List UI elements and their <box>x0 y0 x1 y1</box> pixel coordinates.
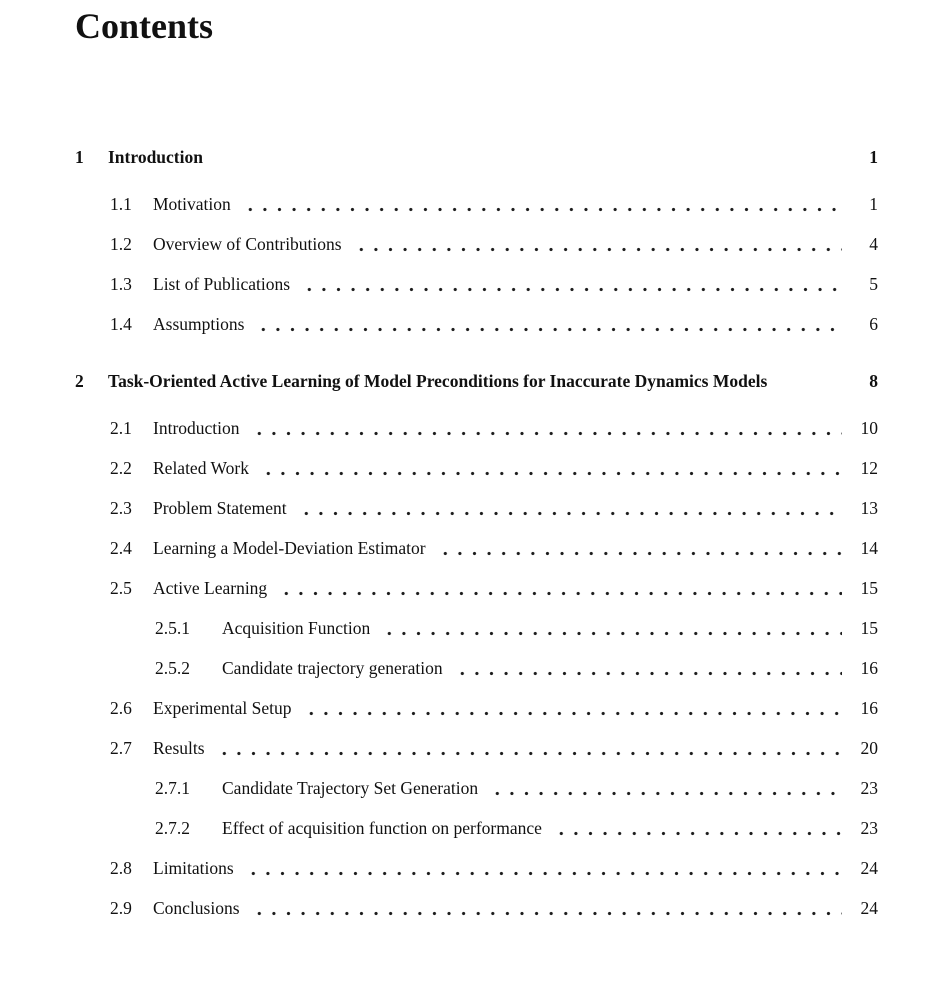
section-entry <box>75 896 878 920</box>
section-entry <box>75 272 878 296</box>
entry-number: 2.2 <box>110 458 132 478</box>
entry-page-number: 15 <box>860 618 878 638</box>
entry-page-number: 16 <box>860 698 878 718</box>
section-entry <box>75 736 878 760</box>
entry-title: Problem Statement <box>153 498 287 518</box>
entry-page-number: 23 <box>860 778 878 798</box>
entry-number: 1.2 <box>110 234 132 254</box>
entry-page-number: 23 <box>860 818 878 838</box>
entry-number: 1.3 <box>110 274 132 294</box>
entry-title: Candidate Trajectory Set Generation <box>222 778 479 798</box>
entry-number: 1.4 <box>110 314 132 334</box>
entry-title: Experimental Setup <box>153 698 292 718</box>
entry-number: 2.5 <box>110 578 132 598</box>
dot-leader <box>433 547 842 560</box>
dot-leader <box>294 507 842 520</box>
entry-title: Related Work <box>153 458 249 478</box>
dot-leader <box>247 907 842 920</box>
dot-leader <box>377 627 842 640</box>
entry-page-number: 12 <box>860 458 878 478</box>
section-entry <box>75 536 878 560</box>
entry-page-number: 1 <box>869 147 878 167</box>
entry-title: Learning a Model-Deviation Estimator <box>153 538 426 558</box>
subsection-entry <box>75 656 878 680</box>
toc-entries <box>75 138 878 920</box>
section-entry <box>75 192 878 216</box>
entry-page-number: 20 <box>860 738 878 758</box>
entry-number: 2.5.2 <box>155 658 190 678</box>
entry-number: 2.7.2 <box>155 818 190 838</box>
entry-number: 2.1 <box>110 418 132 438</box>
entry-page-number: 15 <box>860 578 878 598</box>
dot-leader <box>450 667 842 680</box>
entry-number: 2.8 <box>110 858 132 878</box>
entry-title: List of Publications <box>153 274 291 294</box>
entry-page-number: 24 <box>860 858 878 878</box>
section-entry <box>75 576 878 600</box>
entry-page-number: 24 <box>860 898 878 918</box>
entry-title: Task-Oriented Active Learning of Model Preconditions for Inaccurate Dynamics Models <box>108 371 768 391</box>
entry-title: Acquisition Function <box>222 618 371 638</box>
subsection-entry <box>75 816 878 840</box>
entry-title: Candidate trajectory generation <box>222 658 443 678</box>
entry-title: Results <box>153 738 205 758</box>
dot-leader <box>297 283 842 296</box>
entry-number: 2.6 <box>110 698 132 718</box>
entry-page-number: 16 <box>860 658 878 678</box>
chapter-entry <box>75 362 878 400</box>
entry-number: 2.3 <box>110 498 132 518</box>
entry-page-number: 4 <box>869 234 878 254</box>
section-entry <box>75 696 878 720</box>
subsection-entry <box>75 616 878 640</box>
entry-number: 2.7.1 <box>155 778 190 798</box>
section-entry <box>75 416 878 440</box>
entry-title: Introduction <box>108 147 203 167</box>
entry-title: Limitations <box>153 858 234 878</box>
dot-leader <box>274 587 842 600</box>
entry-number: 1 <box>75 147 84 167</box>
dot-leader <box>247 427 842 440</box>
dot-leader <box>549 827 842 840</box>
entry-title: Conclusions <box>153 898 240 918</box>
entry-page-number: 6 <box>869 314 878 334</box>
page-title: Contents <box>75 6 214 46</box>
dot-leader <box>349 243 842 256</box>
entry-title: Effect of acquisition function on performance <box>222 818 542 838</box>
entry-title: Introduction <box>153 418 240 438</box>
entry-number: 1.1 <box>110 194 132 214</box>
subsection-entry <box>75 776 878 800</box>
entry-title: Motivation <box>153 194 231 214</box>
entry-number: 2.4 <box>110 538 132 558</box>
entry-number: 2.5.1 <box>155 618 190 638</box>
dot-leader <box>251 323 842 336</box>
dot-leader <box>238 203 842 216</box>
section-entry <box>75 232 878 256</box>
chapter-entry <box>75 138 878 176</box>
dot-leader <box>256 467 842 480</box>
entry-page-number: 5 <box>869 274 878 294</box>
entry-title: Active Learning <box>153 578 268 598</box>
entry-title: Assumptions <box>153 314 245 334</box>
section-entry <box>75 312 878 336</box>
section-entry <box>75 856 878 880</box>
dot-leader <box>299 707 842 720</box>
entry-title: Overview of Contributions <box>153 234 342 254</box>
dot-leader <box>212 747 842 760</box>
entry-page-number: 1 <box>869 194 878 214</box>
section-entry <box>75 456 878 480</box>
entry-page-number: 14 <box>860 538 878 558</box>
entry-page-number: 8 <box>869 371 878 391</box>
dot-leader <box>241 867 842 880</box>
section-entry <box>75 496 878 520</box>
entry-page-number: 10 <box>860 418 878 438</box>
entry-number: 2.9 <box>110 898 132 918</box>
entry-number: 2 <box>75 371 84 391</box>
entry-number: 2.7 <box>110 738 132 758</box>
dot-leader <box>485 787 842 800</box>
entry-page-number: 13 <box>860 498 878 518</box>
